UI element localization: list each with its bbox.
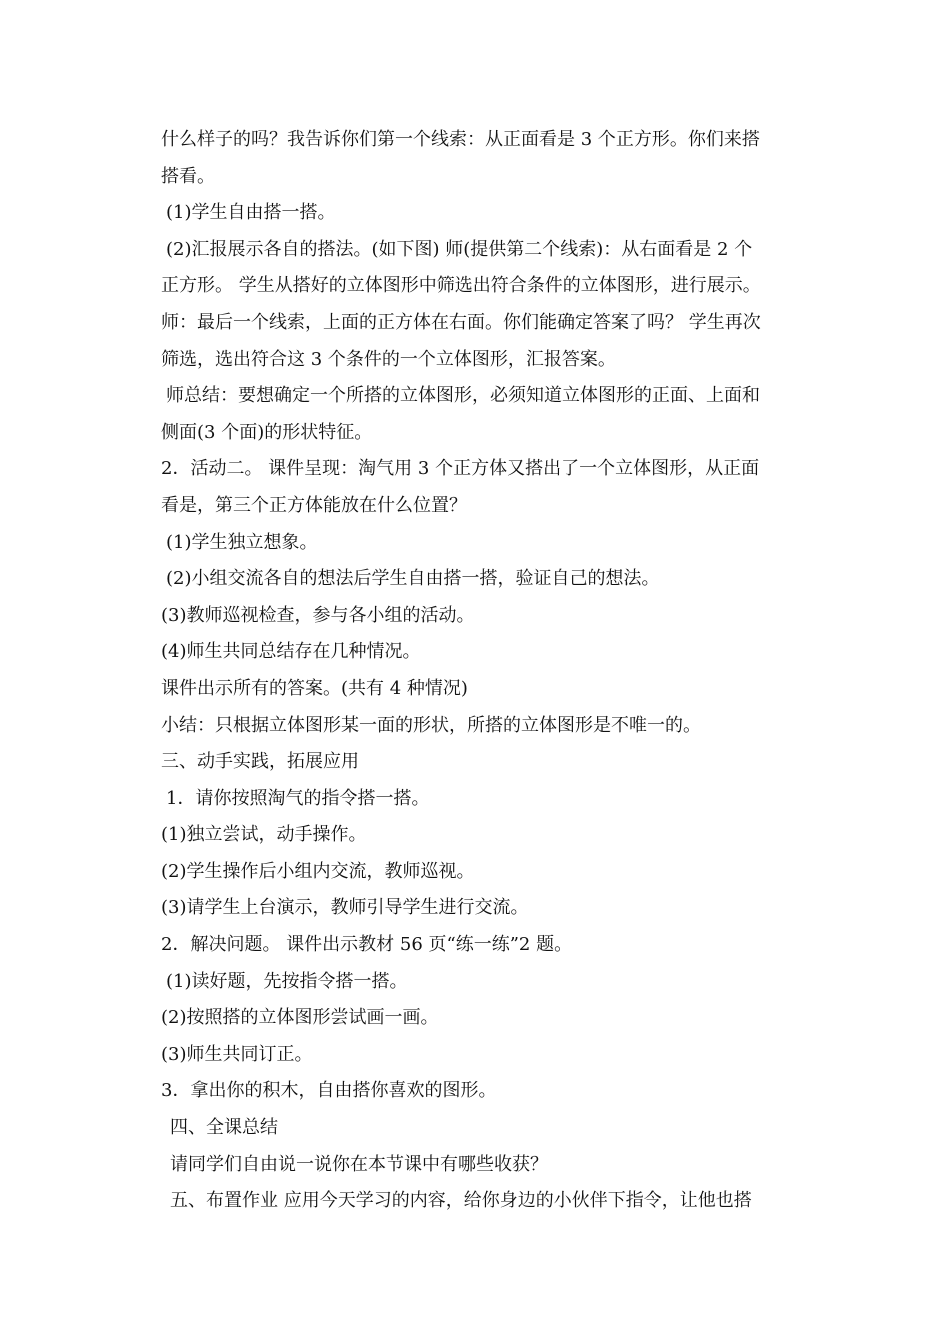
paragraph-line: 看是，第三个正方体能放在什么位置？ (161, 494, 467, 516)
list-item: (3)师生共同订正。 (161, 1043, 313, 1065)
list-item: (2)学生操作后小组内交流，教师巡视。 (161, 860, 475, 882)
section-heading: 三、动手实践，拓展应用 (161, 751, 359, 773)
section-item: 3．拿出你的积木，自由搭你喜欢的图形。 (161, 1080, 497, 1102)
list-item: (2)按照搭的立体图形尝试画一画。 (161, 1007, 439, 1029)
list-item: (1)学生独立想象。 (166, 531, 318, 553)
paragraph-line: 筛选，选出符合这 3 个条件的一个立体图形，汇报答案。 (161, 348, 616, 370)
paragraph-line: 师总结：要想确定一个所搭的立体图形，必须知道立体图形的正面、上面和 (166, 385, 760, 407)
paragraph-line: 师：最后一个线索，上面的正方体在右面。你们能确定答案了吗？ 学生再次 (161, 311, 761, 333)
section-item: 2．解决问题。 课件出示教材 56 页“练一练”2 题。 (161, 934, 573, 956)
paragraph-line: 侧面(3 个面)的形状特征。 (161, 421, 373, 443)
section-item: 2．活动二。 课件呈现：淘气用 3 个正方体又搭出了一个立体图形，从正面 (161, 458, 760, 480)
section-heading: 四、全课总结 (170, 1117, 278, 1139)
list-item: (2)汇报展示各自的搭法。(如下图) 师(提供第二个线索)：从右面看是 2 个 (166, 238, 753, 260)
list-item: (4)师生共同总结存在几种情况。 (161, 641, 421, 663)
list-item: (2)小组交流各自的想法后学生自由搭一搭，验证自己的想法。 (166, 568, 660, 590)
section-heading: 五、布置作业 应用今天学习的内容，给你身边的小伙伴下指令，让他也搭 (170, 1190, 752, 1212)
paragraph-line: 正方形。 学生从搭好的立体图形中筛选出符合条件的立体图形，进行展示。 (161, 275, 761, 297)
section-item: 1．请你按照淘气的指令搭一搭。 (166, 787, 430, 809)
paragraph-line: 什么样子的吗？我告诉你们第一个线索：从正面看是 3 个正方形。你们来搭 (161, 129, 760, 150)
list-item: (3)请学生上台演示，教师引导学生进行交流。 (161, 897, 529, 919)
paragraph-line: 小结：只根据立体图形某一面的形状，所搭的立体图形是不唯一的。 (161, 714, 701, 736)
paragraph-line: 搭看。 (161, 165, 215, 187)
paragraph-line: 课件出示所有的答案。(共有 4 种情况) (161, 677, 468, 699)
list-item: (1)独立尝试，动手操作。 (161, 824, 367, 846)
list-item: (3)教师巡视检查，参与各小组的活动。 (161, 604, 475, 626)
paragraph-line: 请同学们自由说一说你在本节课中有哪些收获？ (170, 1153, 548, 1175)
list-item: (1)学生自由搭一搭。 (166, 202, 336, 224)
list-item: (1)读好题，先按指令搭一搭。 (166, 970, 408, 992)
document-body (161, 122, 811, 1220)
